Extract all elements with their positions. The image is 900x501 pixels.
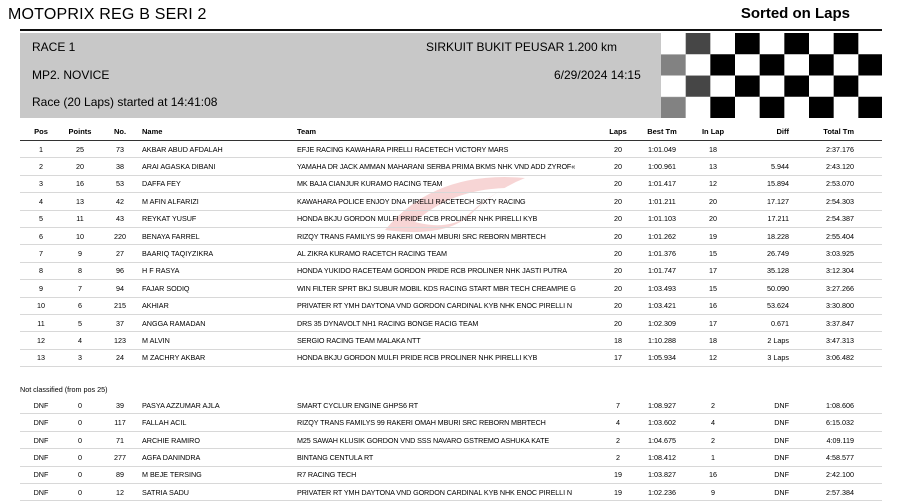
cell-points: 16 [62, 175, 98, 192]
cell-name: BAARIQ TAQIYZIKRA [142, 245, 297, 262]
cell-points: 10 [62, 227, 98, 244]
cell-laps: 20 [604, 141, 632, 158]
spacer-row [20, 367, 882, 382]
cell-pos: 2 [20, 158, 62, 175]
cell-total: 4:58.577 [789, 449, 882, 466]
cell-pos: 12 [20, 332, 62, 349]
cell-team: DRS 35 DYNAVOLT NH1 RACING BONGE RACIG TEAM [297, 314, 604, 331]
cell-team: PRIVATER RT YMH DAYTONA VND GORDON CARDINAL KYB NHK ENOC PIRELLI N [297, 484, 604, 501]
cell-no: 43 [98, 210, 142, 227]
cell-inlap: 13 [692, 158, 734, 175]
cell-total: 2:57.384 [789, 484, 882, 501]
cell-pos: DNF [20, 449, 62, 466]
event-title: MOTOPRIX REG B SERI 2 [8, 6, 207, 23]
cell-name: ARCHIE RAMIRO [142, 431, 297, 448]
cell-no: 53 [98, 175, 142, 192]
cell-team: SERGIO RACING TEAM MALAKA NTT [297, 332, 604, 349]
cell-total: 3:06.482 [789, 349, 882, 366]
cell-no: 220 [98, 227, 142, 244]
cell-total: 2:54.303 [789, 193, 882, 210]
cell-diff: DNF [734, 431, 789, 448]
cell-no: 215 [98, 297, 142, 314]
cell-diff [734, 141, 789, 158]
cell-points: 0 [62, 466, 98, 483]
table-row [20, 193, 882, 210]
cell-diff: DNF [734, 397, 789, 414]
cell-laps: 7 [604, 397, 632, 414]
cell-best: 1:04.675 [632, 431, 692, 448]
cell-inlap: 18 [692, 141, 734, 158]
cell-total: 2:43.120 [789, 158, 882, 175]
cell-laps: 18 [604, 332, 632, 349]
cell-total: 2:53.070 [789, 175, 882, 192]
cell-team: M25 SAWAH KLUSIK GORDON VND SSS NAVARO GSTREMO ASHUKA KATE [297, 431, 604, 448]
cell-pos: DNF [20, 431, 62, 448]
cell-laps: 20 [604, 280, 632, 297]
cell-name: M BEJE TERSING [142, 466, 297, 483]
cell-pos: 3 [20, 175, 62, 192]
not-classified-label: Not classified (from pos 25) [20, 384, 108, 394]
cell-team: KAWAHARA POLICE ENJOY DNA PIRELLI RACETECH SIXTY RACING [297, 193, 604, 210]
col-points[interactable]: Points [62, 124, 98, 141]
table-row [20, 227, 882, 244]
cell-no: 27 [98, 245, 142, 262]
results-table [20, 124, 882, 501]
cell-points: 20 [62, 158, 98, 175]
cell-best: 1:03.493 [632, 280, 692, 297]
top-bar [0, 0, 900, 32]
table-row [20, 245, 882, 262]
cell-laps: 2 [604, 431, 632, 448]
cell-name: AKHIAR [142, 297, 297, 314]
cell-pos: DNF [20, 397, 62, 414]
cell-no: 71 [98, 431, 142, 448]
cell-diff: DNF [734, 449, 789, 466]
cell-best: 1:01.103 [632, 210, 692, 227]
cell-no: 89 [98, 466, 142, 483]
cell-total: 3:12.304 [789, 262, 882, 279]
cell-best: 1:00.961 [632, 158, 692, 175]
cell-inlap: 19 [692, 227, 734, 244]
col-diff[interactable]: Diff [734, 124, 789, 141]
cell-name: DAFFA FEY [142, 175, 297, 192]
cell-points: 0 [62, 431, 98, 448]
cell-no: 39 [98, 397, 142, 414]
cell-inlap: 12 [692, 175, 734, 192]
cell-points: 6 [62, 297, 98, 314]
table-row [20, 431, 882, 448]
cell-inlap: 15 [692, 245, 734, 262]
cell-best: 1:02.309 [632, 314, 692, 331]
cell-diff: DNF [734, 484, 789, 501]
cell-pos: 10 [20, 297, 62, 314]
cell-no: 117 [98, 414, 142, 431]
cell-points: 7 [62, 280, 98, 297]
cell-laps: 20 [604, 245, 632, 262]
cell-diff: 15.894 [734, 175, 789, 192]
cell-diff: DNF [734, 466, 789, 483]
cell-no: 12 [98, 484, 142, 501]
cell-diff: 3 Laps [734, 349, 789, 366]
cell-laps: 20 [604, 175, 632, 192]
cell-inlap: 1 [692, 449, 734, 466]
cell-name: M ZACHRY AKBAR [142, 349, 297, 366]
cell-team: HONDA BKJU GORDON MULFI PRIDE RCB PROLINER NHK PIRELLI KYB [297, 349, 604, 366]
cell-total: 3:47.313 [789, 332, 882, 349]
cell-best: 1:01.211 [632, 193, 692, 210]
cell-name: M ALVIN [142, 332, 297, 349]
cell-team: WIN FILTER SPRT BKJ SUBUR MOBIL KDS RACING START MBR TECH CREAMPIE G [297, 280, 604, 297]
cell-best: 1:01.417 [632, 175, 692, 192]
class-label: MP2. NOVICE [32, 68, 110, 82]
cell-team: EFJE RACING KAWAHARA PIRELLI RACETECH VICTORY MARS [297, 141, 604, 158]
col-total-tm[interactable]: Total Tm [789, 124, 882, 141]
race-label: RACE 1 [32, 40, 76, 54]
cell-laps: 19 [604, 466, 632, 483]
cell-team: HONDA BKJU GORDON MULFI PRIDE RCB PROLINER NHK PIRELLI KYB [297, 210, 604, 227]
cell-points: 0 [62, 449, 98, 466]
col-team[interactable]: Team [297, 124, 604, 141]
cell-total: 2:55.404 [789, 227, 882, 244]
table-header-row [20, 124, 882, 141]
cell-best: 1:01.049 [632, 141, 692, 158]
cell-inlap: 12 [692, 349, 734, 366]
cell-no: 24 [98, 349, 142, 366]
cell-laps: 19 [604, 484, 632, 501]
cell-no: 38 [98, 158, 142, 175]
cell-no: 277 [98, 449, 142, 466]
cell-pos: 5 [20, 210, 62, 227]
cell-name: FAJAR SODIQ [142, 280, 297, 297]
table-row [20, 175, 882, 192]
cell-points: 5 [62, 314, 98, 331]
cell-total: 1:08.606 [789, 397, 882, 414]
cell-best: 1:03.421 [632, 297, 692, 314]
cell-name: ANGGA RAMADAN [142, 314, 297, 331]
cell-points: 8 [62, 262, 98, 279]
cell-pos: DNF [20, 414, 62, 431]
col-in-lap[interactable]: In Lap [692, 124, 734, 141]
race-start-label: Race (20 Laps) started at 14:41:08 [32, 95, 218, 109]
cell-inlap: 17 [692, 314, 734, 331]
cell-points: 11 [62, 210, 98, 227]
col-laps[interactable]: Laps [604, 124, 632, 141]
cell-total: 3:30.800 [789, 297, 882, 314]
cell-diff: 53.624 [734, 297, 789, 314]
cell-points: 0 [62, 484, 98, 501]
cell-name: AKBAR ABUD AFDALAH [142, 141, 297, 158]
cell-no: 94 [98, 280, 142, 297]
cell-pos: DNF [20, 484, 62, 501]
cell-laps: 20 [604, 262, 632, 279]
cell-total: 6:15.032 [789, 414, 882, 431]
cell-diff: 17.127 [734, 193, 789, 210]
col-pos[interactable]: Pos [20, 124, 62, 141]
cell-pos: DNF [20, 466, 62, 483]
cell-laps: 20 [604, 193, 632, 210]
cell-team: BINTANG CENTULA RT [297, 449, 604, 466]
checkered-flag-icon [661, 33, 882, 118]
divider [20, 29, 882, 31]
cell-inlap: 16 [692, 297, 734, 314]
cell-no: 42 [98, 193, 142, 210]
cell-best: 1:03.602 [632, 414, 692, 431]
col-name[interactable]: Name [142, 124, 297, 141]
cell-best: 1:02.236 [632, 484, 692, 501]
cell-inlap: 9 [692, 484, 734, 501]
cell-inlap: 4 [692, 414, 734, 431]
cell-total: 2:54.387 [789, 210, 882, 227]
cell-name: FALLAH ACIL [142, 414, 297, 431]
cell-team: YAMAHA DR JACK AMMAN MAHARANI SERBA PRIMA BKMS NHK VND ADD ZYROF« [297, 158, 604, 175]
cell-no: 73 [98, 141, 142, 158]
table-row [20, 262, 882, 279]
cell-name: H F RASYA [142, 262, 297, 279]
cell-no: 37 [98, 314, 142, 331]
cell-team: HONDA YUKIDO RACETEAM GORDON PRIDE RCB PROLINER NHK JASTI PUTRA [297, 262, 604, 279]
table-row [20, 210, 882, 227]
cell-pos: 6 [20, 227, 62, 244]
cell-laps: 4 [604, 414, 632, 431]
circuit-label: SIRKUIT BUKIT PEUSAR 1.200 km [426, 40, 617, 54]
cell-team: SMART CYCLUR ENGINE GHPS6 RT [297, 397, 604, 414]
cell-total: 2:37.176 [789, 141, 882, 158]
cell-pos: 7 [20, 245, 62, 262]
cell-laps: 20 [604, 210, 632, 227]
cell-inlap: 16 [692, 466, 734, 483]
table-row [20, 332, 882, 349]
cell-total: 2:42.100 [789, 466, 882, 483]
cell-team: PRIVATER RT YMH DAYTONA VND GORDON CARDINAL KYB NHK ENOC PIRELLI N [297, 297, 604, 314]
cell-inlap: 2 [692, 397, 734, 414]
cell-best: 1:08.412 [632, 449, 692, 466]
cell-points: 0 [62, 397, 98, 414]
table-row [20, 141, 882, 158]
cell-no: 96 [98, 262, 142, 279]
cell-inlap: 18 [692, 332, 734, 349]
cell-name: AGFA DANINDRA [142, 449, 297, 466]
cell-name: REYKAT YUSUF [142, 210, 297, 227]
cell-pos: 1 [20, 141, 62, 158]
cell-diff: 26.749 [734, 245, 789, 262]
table-row [20, 349, 882, 366]
cell-diff: 17.211 [734, 210, 789, 227]
cell-team: RIZQY TRANS FAMILYS 99 RAKERI OMAH MBURI SRC REBORN MBRTECH [297, 414, 604, 431]
cell-name: M AFIN ALFARIZI [142, 193, 297, 210]
cell-laps: 20 [604, 314, 632, 331]
cell-diff: 2 Laps [734, 332, 789, 349]
table-row [20, 466, 882, 483]
cell-team: R7 RACING TECH [297, 466, 604, 483]
cell-points: 9 [62, 245, 98, 262]
cell-best: 1:01.747 [632, 262, 692, 279]
cell-points: 0 [62, 414, 98, 431]
cell-name: BENAYA FARREL [142, 227, 297, 244]
cell-laps: 20 [604, 297, 632, 314]
table-row [20, 280, 882, 297]
cell-pos: 9 [20, 280, 62, 297]
cell-diff: 35.128 [734, 262, 789, 279]
cell-laps: 20 [604, 227, 632, 244]
cell-points: 13 [62, 193, 98, 210]
table-row [20, 158, 882, 175]
datetime-label: 6/29/2024 14:15 [554, 68, 641, 82]
cell-name: ARAI AGASKA DIBANI [142, 158, 297, 175]
cell-inlap: 20 [692, 193, 734, 210]
cell-best: 1:03.827 [632, 466, 692, 483]
not-classified-row [20, 381, 882, 397]
cell-best: 1:05.934 [632, 349, 692, 366]
cell-pos: 11 [20, 314, 62, 331]
sort-label: Sorted on Laps [740, 5, 850, 22]
cell-pos: 13 [20, 349, 62, 366]
cell-points: 25 [62, 141, 98, 158]
cell-diff: 5.944 [734, 158, 789, 175]
cell-name: PASYA AZZUMAR AJLA [142, 397, 297, 414]
cell-diff: DNF [734, 414, 789, 431]
cell-diff: 50.090 [734, 280, 789, 297]
cell-total: 3:37.847 [789, 314, 882, 331]
cell-best: 1:01.262 [632, 227, 692, 244]
cell-team: AL ZIKRA KURAMO RACETCH RACING TEAM [297, 245, 604, 262]
cell-points: 4 [62, 332, 98, 349]
race-info-banner [20, 33, 882, 118]
cell-inlap: 2 [692, 431, 734, 448]
cell-diff: 0.671 [734, 314, 789, 331]
cell-no: 123 [98, 332, 142, 349]
cell-best: 1:08.927 [632, 397, 692, 414]
table-row [20, 414, 882, 431]
cell-inlap: 17 [692, 262, 734, 279]
cell-inlap: 20 [692, 210, 734, 227]
cell-team: RIZQY TRANS FAMILYS 99 RAKERI OMAH MBURI SRC REBORN MBRTECH [297, 227, 604, 244]
cell-laps: 17 [604, 349, 632, 366]
cell-laps: 20 [604, 158, 632, 175]
cell-points: 3 [62, 349, 98, 366]
table-row [20, 449, 882, 466]
cell-total: 4:09.119 [789, 431, 882, 448]
cell-pos: 8 [20, 262, 62, 279]
cell-total: 3:03.925 [789, 245, 882, 262]
cell-inlap: 15 [692, 280, 734, 297]
cell-name: SATRIA SADU [142, 484, 297, 501]
table-row [20, 297, 882, 314]
col-best-tm[interactable]: Best Tm [632, 124, 692, 141]
cell-best: 1:01.376 [632, 245, 692, 262]
cell-pos: 4 [20, 193, 62, 210]
cell-best: 1:10.288 [632, 332, 692, 349]
table-row [20, 484, 882, 501]
cell-diff: 18.228 [734, 227, 789, 244]
cell-laps: 2 [604, 449, 632, 466]
table-row [20, 397, 882, 414]
cell-total: 3:27.266 [789, 280, 882, 297]
cell-team: MK BAJA CIANJUR KURAMO RACING TEAM [297, 175, 604, 192]
table-row [20, 314, 882, 331]
col-no[interactable]: No. [98, 124, 142, 141]
